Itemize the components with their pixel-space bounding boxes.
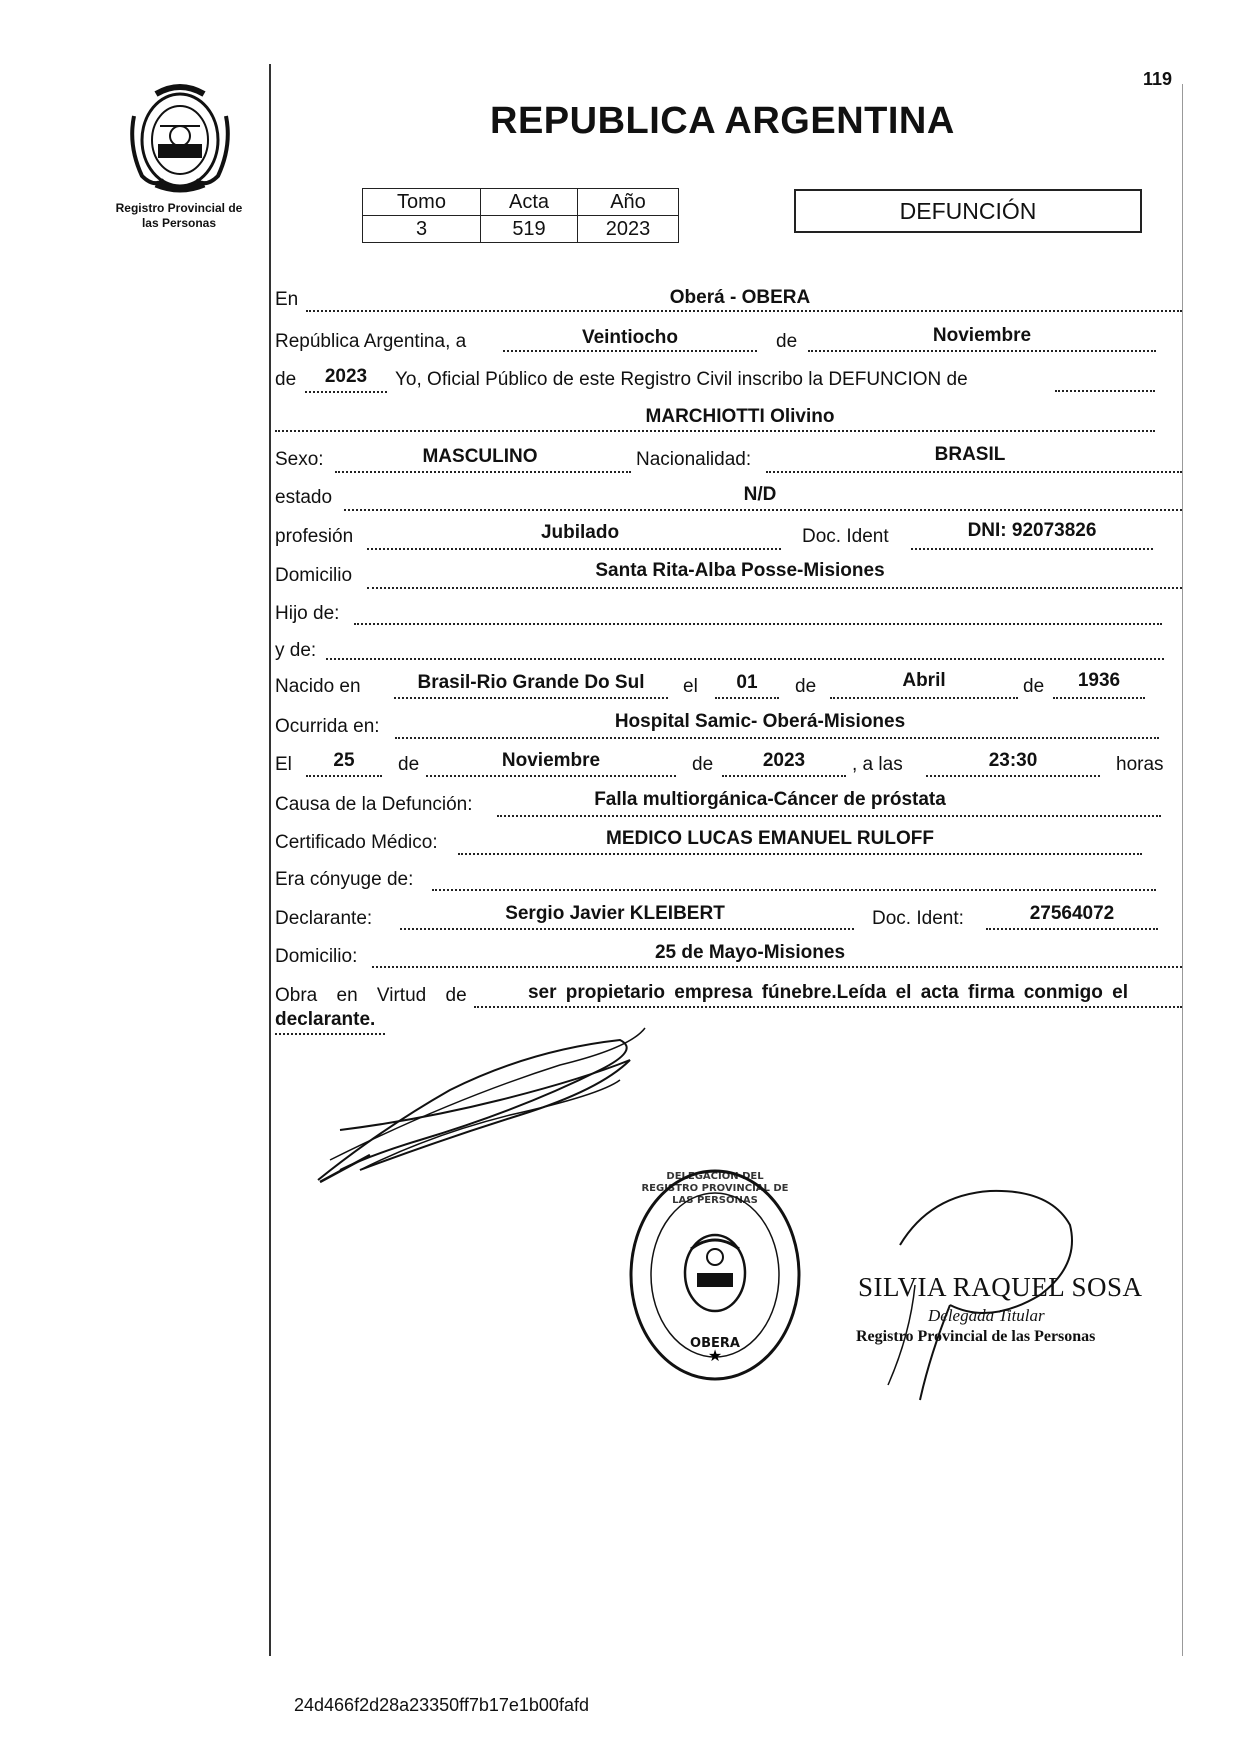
dotline-fallec-hora [926,775,1100,777]
official-seal [625,1165,805,1385]
label-de-5: de [398,754,420,775]
value-obra-texto-2: declarante. [275,1009,376,1030]
dotline-anio [305,391,387,393]
registry-header-anio: Año [578,189,679,216]
label-ocurrida-en: Ocurrida en: [275,716,380,737]
label-nacionalidad: Nacionalidad: [636,449,752,470]
dotline-conyuge [432,889,1156,891]
logo-caption-line1: Registro Provincial de [115,201,243,215]
dotline-nacionalidad [766,471,1182,473]
value-fallec-hora: 23:30 [988,750,1038,771]
label-de-1: de [776,331,798,352]
label-sexo: Sexo: [275,449,324,470]
dotline-certificado [458,853,1142,855]
value-dia-texto: Veintiocho [581,327,679,348]
label-causa: Causa de la Defunción: [275,794,473,815]
value-lugar: Oberá - OBERA [669,287,811,308]
dotline-causa [497,815,1161,817]
value-profesion: Jubilado [540,522,620,543]
left-margin-line [269,64,271,1656]
province-logo [120,76,240,196]
dotline-doc-ident [911,548,1153,550]
label-doc-ident: Doc. Ident [802,526,889,547]
label-republica: República Argentina, a [275,331,467,352]
value-ocurrida-lugar: Hospital Samic- Oberá-Misiones [614,711,906,732]
value-fallec-anio: 2023 [762,750,806,771]
value-nacionalidad: BRASIL [934,444,1006,465]
dotline-dia [503,350,757,352]
label-de-3: de [795,676,817,697]
label-profesion: profesión [275,526,354,547]
registry-value-tomo: 3 [363,216,481,243]
record-type-box: DEFUNCIÓN [794,189,1142,233]
dotline-fallec-anio [722,775,846,777]
value-certificado: MEDICO LUCAS EMANUEL RULOFF [606,828,934,849]
registry-value-acta: 519 [481,216,578,243]
dotline-sexo [335,471,631,473]
value-nacido-mes: Abril [902,670,946,691]
label-el-lower: el [683,676,698,697]
dotline-fallec-mes [426,775,676,777]
logo-caption-line2: las Personas [141,216,217,230]
dotline-domicilio [367,587,1182,589]
value-nacido-anio: 1936 [1077,670,1121,691]
dotline-declarante-domicilio [372,966,1182,968]
official-office: Registro Provincial de las Personas [856,1328,1096,1345]
official-role: Delegada Titular [928,1306,1045,1325]
label-domicilio: Domicilio [275,565,353,586]
label-certificado: Certificado Médico: [275,832,438,853]
label-de-6: de [692,754,714,775]
label-horas: horas [1116,754,1164,775]
value-documento: DNI: 92073826 [967,520,1097,541]
seal-ring-text: DELEGACION DEL REGISTRO PROVINCIAL DE LAS PERSONAS [641,1171,789,1206]
dotline-y-de [326,658,1164,660]
dotline-estado [344,509,1182,511]
value-fallec-dia: 25 [333,750,355,771]
dotline-ocurrida [395,737,1159,739]
label-declarante: Declarante: [275,908,373,929]
seal-city: OBERA [690,1336,740,1351]
dotline-hijo-de [354,623,1162,625]
value-causa: Falla multiorgánica-Cáncer de próstata [594,789,946,810]
dotline-nacido-dia [715,697,779,699]
label-doc-ident-colon: Doc. Ident: [872,908,964,929]
value-declarante: Sergio Javier KLEIBERT [505,903,725,924]
label-conyuge: Era cónyuge de: [275,869,414,890]
label-yo-oficial: Yo, Oficial Público de este Registro Civil inscribo la DEFUNCION de [395,369,968,390]
right-margin-line [1182,84,1183,1656]
registry-header-tomo: Tomo [363,189,481,216]
label-hijo-de: Hijo de: [275,603,340,624]
label-en: En [275,289,299,310]
registry-value-anio: 2023 [578,216,679,243]
document-hash: 24d466f2d28a23350ff7b17e1b00fafd [294,1695,589,1715]
label-y-de: y de: [275,640,317,661]
value-declarante-doc: 27564072 [1029,903,1115,924]
dotline-fallec-dia [306,775,382,777]
label-el: El [275,754,292,775]
value-sexo: MASCULINO [422,446,538,467]
value-mes-texto: Noviembre [932,325,1032,346]
value-declarante-domicilio: 25 de Mayo-Misiones [654,942,846,963]
value-fallec-mes: Noviembre [501,750,601,771]
dotline-nacido-anio [1053,697,1145,699]
dotline-nacido-mes [830,697,1018,699]
dotline-declarante-doc [986,928,1158,930]
dotline-nombre [275,430,1155,432]
label-domicilio-colon: Domicilio: [275,946,358,967]
dotline-declarante [400,928,854,930]
value-estado: N/D [743,484,777,505]
label-de-4: de [1023,676,1045,697]
value-nacido-dia: 01 [736,672,758,693]
dotline-nombre-tail [1055,390,1155,392]
dotline-lugar [306,310,1182,312]
dotline-nacido-lugar [394,697,668,699]
value-anio: 2023 [324,366,368,387]
value-obra-texto: ser propietario empresa fúnebre.Leída el acta firma conmigo el [527,982,1129,1003]
value-nombre: MARCHIOTTI Olivino [645,406,835,427]
dotline-obra [474,1006,1182,1008]
page-number: 119 [1143,69,1173,89]
label-obra-en-virtud: Obra en Virtud de [275,985,467,1006]
registry-header-acta: Acta [481,189,578,216]
registry-table [362,188,679,243]
label-de-2: de [275,369,297,390]
dotline-profesion [367,548,781,550]
official-name: SILVIA RAQUEL SOSA [858,1272,1143,1302]
page-title: REPUBLICA ARGENTINA [490,100,955,142]
label-a-las: , a las [852,754,903,775]
dotline-mes [808,350,1156,352]
value-nacido-lugar: Brasil-Rio Grande Do Sul [417,672,645,693]
value-domicilio: Santa Rita-Alba Posse-Misiones [595,560,885,581]
svg-text:★: ★ [707,1346,723,1365]
declarant-signature [300,1020,660,1190]
label-estado: estado [275,487,333,508]
label-nacido-en: Nacido en [275,676,361,697]
